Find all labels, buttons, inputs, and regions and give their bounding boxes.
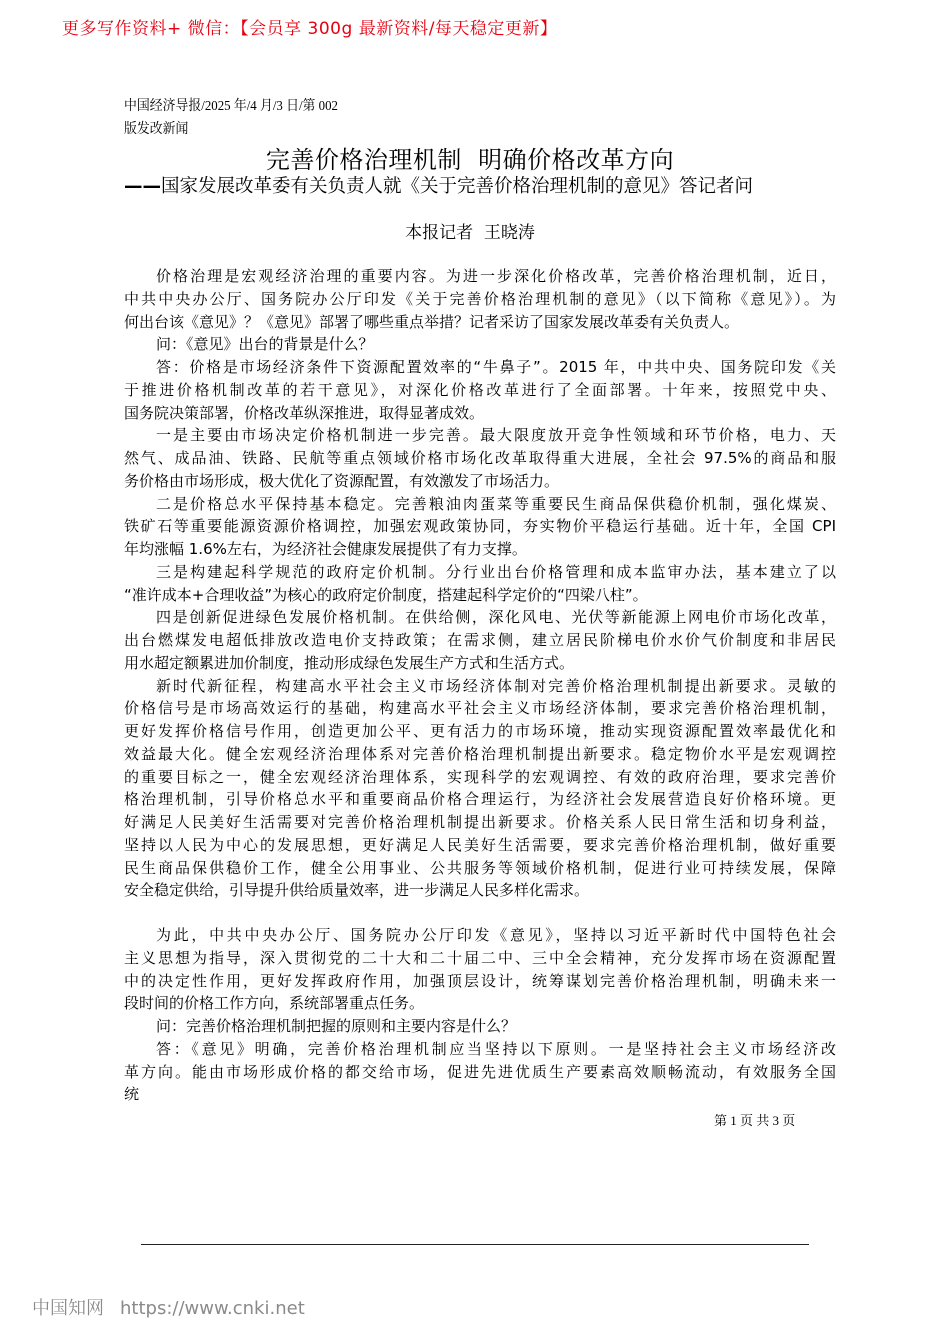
text-line: 价格治理是宏观经济治理的重要内容。为进一步深化价格改革，完善价格治理机制，近日，	[156, 267, 836, 285]
text-line: 答：价格是市场经济条件下资源配置效率的“牛鼻子”。2015 年，中共中央、国务院印发《关	[156, 358, 836, 376]
text-line: 好满足人民美好生活需要对完善价格治理机制提出新要求。价格关系人民日常生活和切身利益，	[124, 813, 836, 831]
text-line: 三是构建起科学规范的政府定价机制。分行业出台价格管理和成本监审办法，基本建立了以	[156, 562, 836, 581]
text-line: 主义思想为指导，深入贯彻党的二十大和二十届二中、三中全会精神，充分发挥市场在资源配置	[124, 948, 836, 967]
subtitle-dash: ——	[124, 176, 161, 197]
byline: 本报记者 王晓涛	[405, 223, 535, 243]
text-line: 段时间的价格工作方向，系统部署重点任务。	[124, 994, 425, 1013]
cnki-brand: 中国知网	[32, 1298, 104, 1319]
text-line: 出台燃煤发电超低排放改造电价支持政策；在需求侧，建立居民阶梯电价水价气价制度和非居民	[124, 631, 836, 649]
subtitle-text: 国家发展改革委有关负责人就《关于完善价格治理机制的意见》答记者问	[161, 176, 754, 197]
paragraph-gap	[124, 902, 836, 924]
text-line: 格治理机制，引导价格总水平和重要商品价格合理运行，为经济社会发展营造良好价格环境。更	[124, 790, 836, 809]
text-line: 民生商品保供稳价工作，健全公用事业、公共服务等领域价格机制，促进行业可持续发展，保障	[124, 858, 836, 877]
text-line: 统	[124, 1085, 140, 1104]
page-number: 第 1 页 共 3 页	[714, 1113, 796, 1128]
text-line: 用水超定额累进加价制度，推动形成绿色发展生产方式和生活方式。	[124, 653, 575, 672]
text-line: 答：《意见》明确，完善价格治理机制应当坚持以下原则。一是坚持社会主义市场经济改	[156, 1039, 836, 1058]
text-line: 价格信号是市场高效运行的基础，构建高水平社会主义市场经济体制，要求完善价格治理机制，	[124, 699, 836, 718]
text-line: 问：《意见》出台的背景是什么？	[156, 335, 374, 354]
text-line: 二是价格总水平保持基本稳定。完善粮油肉蛋菜等重要民生商品保供稳价机制，强化煤炭、	[156, 494, 836, 513]
article-body	[124, 265, 836, 1106]
text-line: 中共中央办公厅、国务院办公厅印发《关于完善价格治理机制的意见》（以下简称《意见》）。为	[124, 289, 836, 308]
cnki-watermark	[32, 1294, 305, 1320]
section-line: 版发改新闻	[124, 122, 189, 137]
text-line: 四是创新促进绿色发展价格机制。在供给侧，深化风电、光伏等新能源上网电价市场化改革，	[156, 608, 836, 627]
text-line: “准许成本+合理收益”为核心的政府定价制度，搭建起科学定价的“四梁八柱”。	[124, 585, 648, 604]
source-line: 中国经济导报/2025 年/4 月/3 日/第 002	[124, 99, 338, 114]
footer-divider	[141, 1244, 809, 1245]
text-line: 更好发挥价格信号作用，创造更加公平、更有活力的市场环境，推动实现资源配置效率最优化和	[124, 722, 836, 740]
text-line: 然气、成品油、铁路、民航等重点领域价格市场化改革取得重大进展，全社会 97.5%的商品和服	[124, 449, 836, 467]
text-line: 中的决定性作用，更好发挥政府作用，加强顶层设计，统筹谋划完善价格治理机制，明确未来一	[124, 971, 836, 990]
text-line: 铁矿石等重要能源资源价格调控，加强宏观政策协同，夯实物价平稳运行基础。近十年，全国 CPI	[124, 517, 836, 536]
promo-banner: 更多写作资料+ 微信：【会员享 300g 最新资料/每天稳定更新】	[62, 19, 558, 39]
text-line: 坚持以人民为中心的发展思想，更好满足人民美好生活需要，要求完善价格治理机制，做好重要	[124, 835, 836, 854]
text-line: 的重要目标之一，健全宏观经济治理体系，实现科学的宏观调控、有效的政府治理，要求完善价	[124, 767, 836, 786]
text-line: 一是主要由市场决定价格机制进一步完善。最大限度放开竞争性领域和环节价格，电力、天	[156, 426, 836, 445]
text-line: 安全稳定供给，引导提升供给质量效率，进一步满足人民多样化需求。	[124, 881, 590, 900]
text-line: 国务院决策部署，价格改革纵深推进，取得显著成效。	[124, 403, 485, 422]
article-title: 完善价格治理机制 明确价格改革方向	[265, 146, 675, 174]
text-line: 革方向。能由市场形成价格的都交给市场，促进先进优质生产要素高效顺畅流动，有效服务全国	[124, 1062, 836, 1081]
text-line: 何出台该《意见》？《意见》部署了哪些重点举措？记者采访了国家发展改革委有关负责人。	[124, 312, 740, 331]
text-line: 新时代新征程，构建高水平社会主义市场经济体制对完善价格治理机制提出新要求。灵敏的	[156, 676, 836, 695]
text-line: 问：完善价格治理机制把握的原则和主要内容是什么？	[156, 1017, 517, 1035]
text-line: 于推进价格机制改革的若干意见》，对深化价格改革进行了全面部署。十年来，按照党中央、	[124, 380, 836, 399]
text-line: 效益最大化。健全宏观经济治理体系对完善价格治理机制提出新要求。稳定物价水平是宏观调控	[124, 744, 836, 763]
text-line: 为此，中共中央办公厅、国务院办公厅印发《意见》，坚持以习近平新时代中国特色社会	[156, 926, 836, 944]
cnki-url[interactable]: https://www.cnki.net	[120, 1298, 305, 1319]
text-line: 务价格由市场形成，极大优化了资源配置，有效激发了市场活力。	[124, 471, 560, 490]
article-subtitle	[124, 172, 753, 198]
text-line: 年均涨幅 1.6%左右，为经济社会健康发展提供了有力支撑。	[124, 540, 527, 558]
